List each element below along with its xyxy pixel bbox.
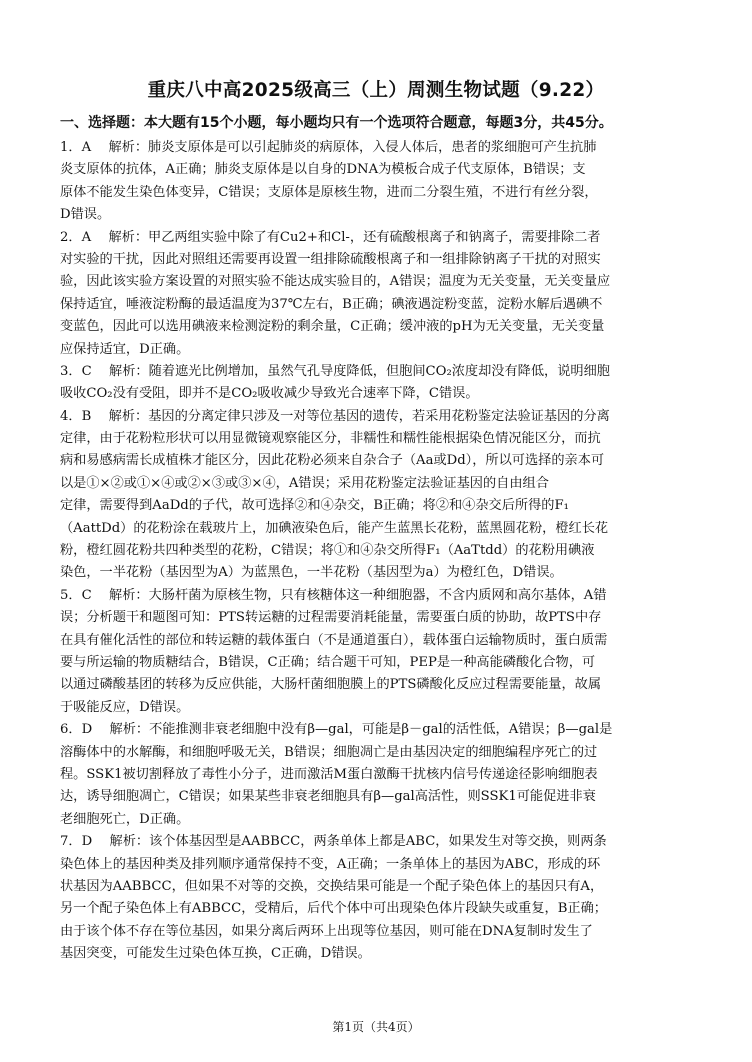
text-line: 老细胞死亡，D正确。 (60, 811, 190, 827)
text-line: 要与所运输的物质糖结合，B错误，C正确；结合题干可知，PEP是一种高能磷酸化合物，可 (60, 654, 596, 670)
text-line: 程。SSK1被切割释放了毒性小分子，进而激活M蛋白激酶干扰核内信号传递途径影响细胞表 (60, 766, 598, 782)
text-line: 染色，一半花粉（基因型为A）为蓝黑色，一半花粉（基因型为a）为橙红色，D错误。 (60, 565, 563, 581)
page-title: 重庆八中高2025级高三（上）周测生物试题（9.22） (147, 80, 605, 101)
text-line: 变蓝色，因此可以选用碘液来检测淀粉的剩余量，C正确；缓冲液的pH为无关变量，无关变量 (60, 319, 605, 335)
text-line: 2．A 解析：甲乙两组实验中除了有Cu2+和Cl-，还有硫酸根离子和钠离子，需要排除二者 (60, 229, 601, 245)
text-line: 状基因为AABBCC，但如果不对等的交换，交换结果可能是一个配子染色体上的基因只有A， (60, 878, 604, 894)
text-line: 3．C 解析：随着遮光比例增加，虽然气孔导度降低，但胞间CO₂浓度却没有降低，说明细胞 (60, 363, 610, 379)
text-line: 病和易感病需长成植株才能区分，因此花粉必须来自杂合子（Aa或Dd），所以可选择的亲本可 (60, 453, 605, 469)
text-line: 以通过磷酸基团的转移为反应供能，大肠杆菌细胞膜上的PTS磷酸化反应过程需要能量，故属 (60, 677, 602, 693)
text-line: 4．B 解析：基因的分离定律只涉及一对等位基因的遗传，若采用花粉鉴定法验证基因的分离 (60, 408, 610, 424)
text-line: 以是①×②或①×④或②×③或③×④，A错误；采用花粉鉴定法验证基因的自由组合 (60, 475, 549, 491)
text-line: D错误。 (60, 207, 111, 223)
text-line: 应保持适宜，D正确。 (60, 341, 190, 357)
text-line: 对实验的干扰，因此对照组还需要再设置一组排除硫酸根离子和一组排除钠离子干扰的对照实 (60, 251, 601, 267)
text-line: 基因突变，可能发生过染色体互换，C正确，D错误。 (60, 946, 371, 962)
text-line: 于吸能反应，D错误。 (60, 699, 190, 715)
section-heading: 一、选择题：本大题有15个小题，每小题均只有一个选项符合题意，每题3分，共45分。 (60, 115, 613, 131)
text-line: 保持适宜，唾液淀粉酶的最适温度为37℃左右，B正确；碘液遇淀粉变蓝，淀粉水解后遇碘不 (60, 296, 603, 312)
text-line: 达，诱导细胞凋亡，C错误；如果某些非衰老细胞具有β—gal高活性，则SSK1可能促进非衰 (60, 789, 596, 805)
text-line: 5．C 解析：大肠杆菌为原核生物，只有核糖体这一种细胞器，不含内质网和高尔基体，A错 (60, 587, 607, 603)
text-line: 定律，需要得到AaDd的子代，故可选择②和④杂交，B正确；将②和④杂交后所得的F₁ (60, 498, 569, 514)
text-line: 由于该个体不存在等位基因，如果分离后两环上出现等位基因，则可能在DNA复制时发生了 (60, 923, 593, 939)
text-line: 7．D 解析：该个体基因型是AABBCC，两条单体上都是ABC，如果发生对等交换，则两条 (60, 834, 607, 850)
text-line: 吸收CO₂没有受阻，即并不是CO₂吸收减少导致光合速率下降，C错误。 (60, 386, 479, 402)
text-line: 溶酶体中的水解酶，和细胞呼吸无关，B错误；细胞凋亡是由基因决定的细胞编程序死亡的过 (60, 744, 598, 760)
text-line: 6．D 解析：不能推测非衰老细胞中没有β—gal，可能是β－gal的活性低，A错误；β—gal是 (60, 722, 613, 738)
text-line: 另一个配子染色体上有ABBCC，受精后，后代个体中可出现染色体片段缺失或重复，B正确； (60, 901, 607, 917)
text-line: 原体不能发生染色体变异，C错误；支原体是原核生物，进而二分裂生殖，不进行有丝分裂， (60, 184, 598, 200)
text-line: 粉，橙红圆花粉共四种类型的花粉，C错误；将①和④杂交所得F₁（AaTtdd）的花粉用碘液 (60, 543, 595, 559)
text-line: （AattDd）的花粉涂在载玻片上，加碘液染色后，能产生蓝黑长花粉，蓝黑圆花粉，橙红长花 (60, 520, 609, 536)
page-footer: 第1页（共4页） (332, 1020, 420, 1034)
answer-body (60, 137, 696, 965)
text-line: 误；分析题干和题图可知：PTS转运糖的过程需要消耗能量，需要蛋白质的协助，故PTS中存 (60, 610, 602, 626)
text-line: 1．A 解析：肺炎支原体是可以引起肺炎的病原体，入侵人体后，患者的浆细胞可产生抗肺 (60, 140, 597, 155)
text-line: 验，因此该实验方案设置的对照实验不能达成实验目的，A错误；温度为无关变量，无关变量应 (60, 274, 611, 290)
text-line: 炎支原体的抗体，A正确；肺炎支原体是以自身的DNA为模板合成子代支原体，B错误；支 (60, 162, 586, 178)
text-line: 染色体上的基因种类及排列顺序通常保持不变，A正确；一条单体上的基因为ABC，形成的环 (60, 856, 601, 872)
text-line: 定律，由于花粉粒形状可以用显微镜观察能区分，非糯性和糯性能根据染色情况能区分，而抗 (60, 431, 601, 447)
text-line: 在具有催化活性的部位和转运糖的载体蛋白（不是通道蛋白），载体蛋白运输物质时，蛋白质需 (60, 632, 608, 648)
